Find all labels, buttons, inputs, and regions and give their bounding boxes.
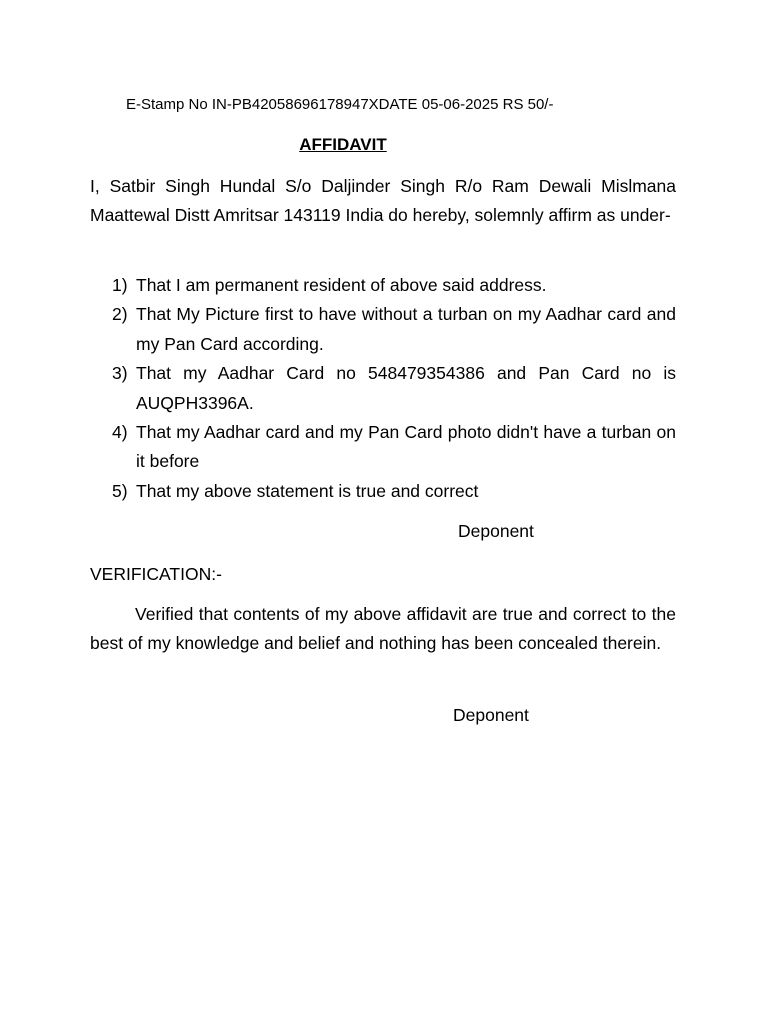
list-item (90, 359, 676, 418)
list-number: 1) (112, 275, 128, 295)
list-text: That I am permanent resident of above said address. (136, 275, 547, 295)
affirmation-list (90, 271, 676, 506)
list-number: 4) (112, 422, 128, 443)
verification-heading: VERIFICATION:- (90, 564, 222, 584)
list-number: 5) (112, 480, 128, 501)
list-number: 3) (112, 363, 128, 384)
list-text: That my Aadhar card and my Pan Card photo didn't have a turban on it before (136, 422, 676, 472)
estamp-line: E-Stamp No IN-PB42058696178947XDATE 05-06-2025 RS 50/- (126, 96, 554, 113)
list-number: 2) (112, 304, 128, 325)
verification-paragraph: Verified that contents of my above affidavit are true and correct to the best of my knowledge and belief and nothing has been concealed therein. (90, 604, 676, 654)
list-item (90, 300, 676, 359)
list-text: That my above statement is true and correct (136, 480, 479, 501)
list-item (90, 477, 676, 506)
list-text: That my Aadhar Card no 548479354386 and Pan Card no is AUQPH3396A. (136, 363, 676, 413)
list-item (90, 271, 676, 300)
list-item (90, 418, 676, 477)
document-title: AFFIDAVIT (299, 135, 387, 154)
deponent-signature-label: Deponent (458, 521, 534, 541)
list-text: That My Picture first to have without a turban on my Aadhar card and my Pan Card according. (136, 304, 676, 354)
intro-paragraph: I, Satbir Singh Hundal S/o Daljinder Singh R/o Ram Dewali Mislmana Maattewal Distt Amritsar 143119 India do hereby, solemnly affirm as under- (90, 176, 676, 226)
deponent-signature-label-verification: Deponent (453, 705, 529, 725)
